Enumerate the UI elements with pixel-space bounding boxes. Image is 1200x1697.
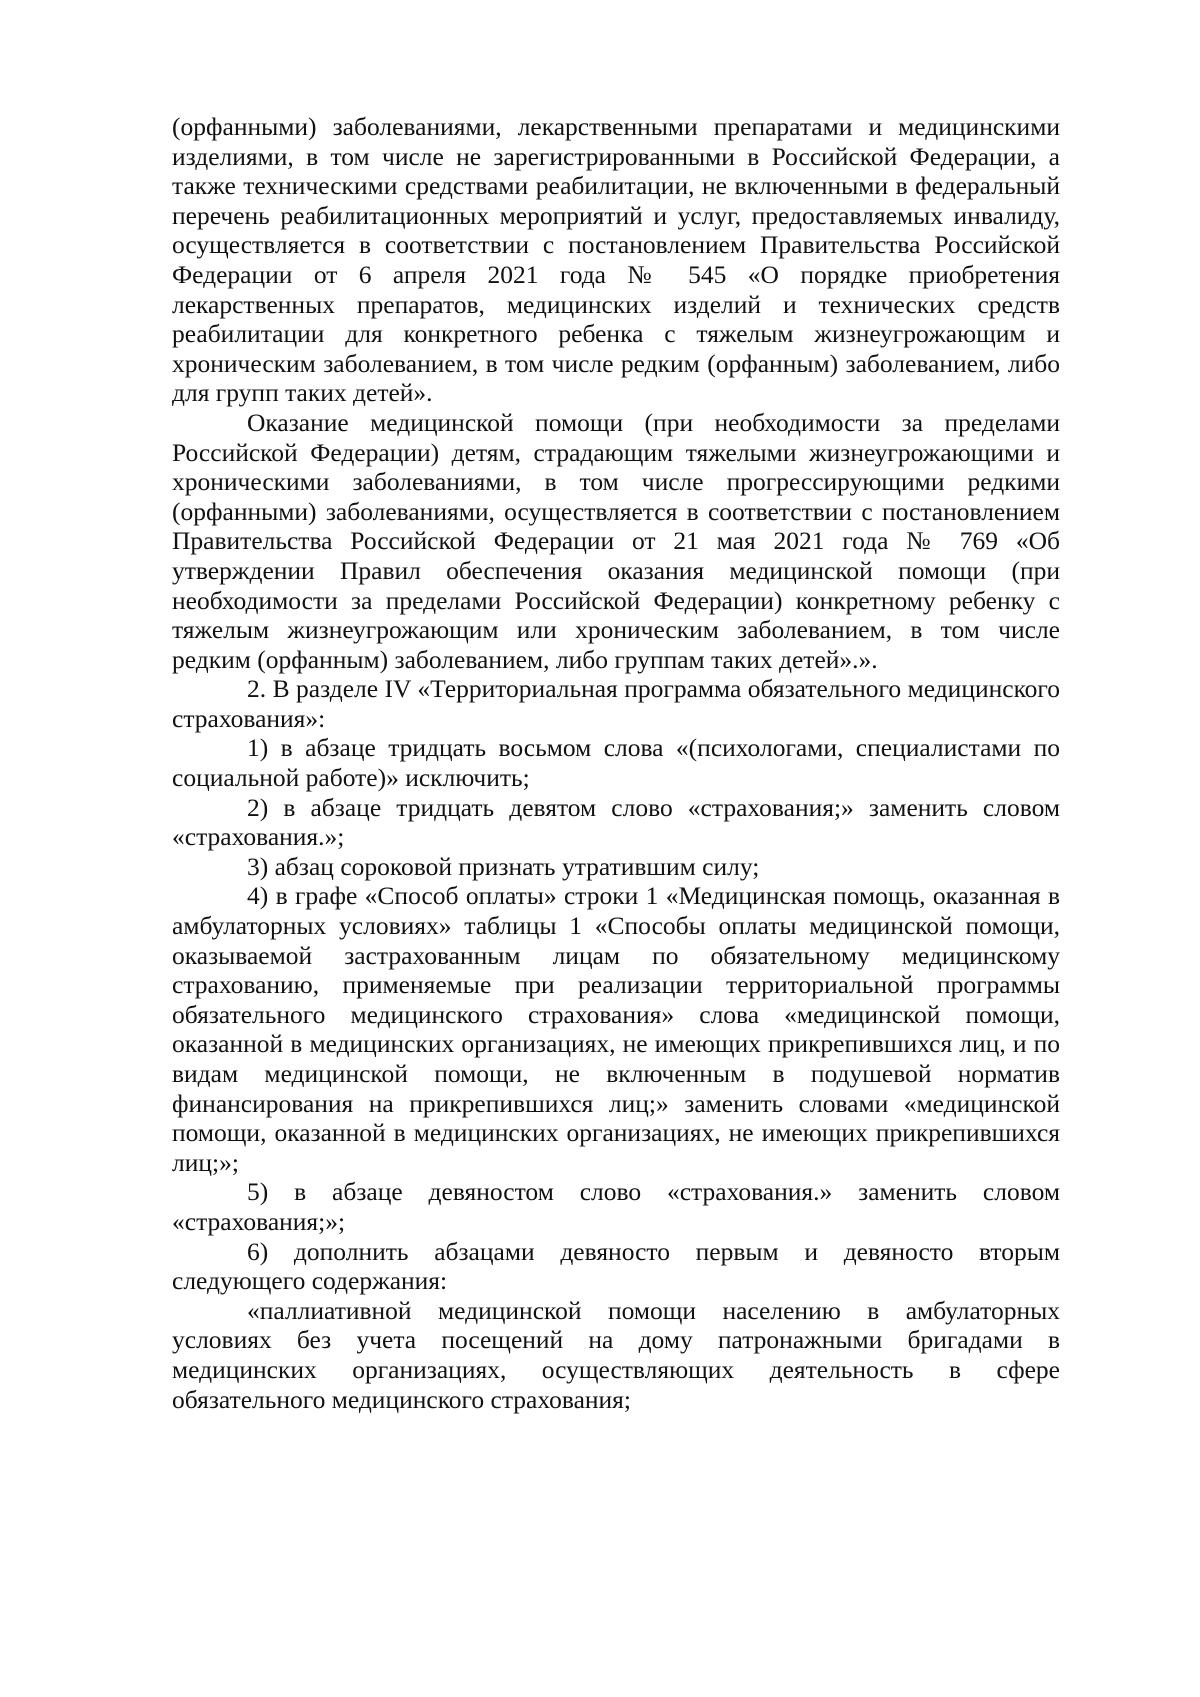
document-page [172, 112, 1060, 1414]
paragraph-8: 5) в абзаце девяностом слово «страхования.» заменить словом «страхования;»; [172, 1177, 1060, 1236]
paragraph-1: (орфанными) заболеваниями, лекарственными препаратами и медицинскими изделиями, в том числе не зарегистрированными в Российской Федерации, а также техническими средствами реабилитации, не включенными в федеральный перечень реабилитационных мероприятий и услуг, предоставляемых инвалиду, осуществляется в соответствии с постановлением Правительства Российской Федерации от 6 апреля 2021 года № 545 «О порядке приобретения лекарственных препаратов, медицинских изделий и технических средств реабилитации для конкретного ребенка с тяжелым жизнеугрожающим и хроническим заболеванием, в том числе редким (орфанным) заболеванием, либо для групп таких детей». [172, 112, 1060, 408]
paragraph-10: «паллиативной медицинской помощи населению в амбулаторных условиях без учета посещений на дому патронажными бригадами в медицинских организациях, осуществляющих деятельность в сфере обязательного медицинского страхования; [172, 1295, 1060, 1414]
paragraph-9: 6) дополнить абзацами девяносто первым и девяносто вторым следующего содержания: [172, 1236, 1060, 1296]
paragraph-5: 2) в абзаце тридцать девятом слово «страхования;» заменить словом «страхования.»; [172, 792, 1060, 852]
paragraph-2: Оказание медицинской помощи (при необходимости за пределами Российской Федерации) детям, страдающим тяжелыми жизнеугрожающими и хроническими заболеваниями, в том числе прогрессирующими редкими (орфанными) заболеваниями, осуществляется в соответствии с постановлением Правительства Российской Федерации от 21 мая 2021 года № 769 «Об утверждении Правил обеспечения оказания медицинской помощи (при необходимости за пределами Российской Федерации) конкретному ребенку с тяжелым жизнеугрожающим или хроническим заболеванием, в том числе редким (орфанным) заболеванием, либо группам таких детей».». [172, 407, 1060, 674]
paragraph-4: 1) в абзаце тридцать восьмом слова «(психологами, специалистами по социальной работе)» исключить; [172, 733, 1060, 793]
paragraph-6: 3) абзац сороковой признать утратившим силу; [247, 851, 760, 881]
paragraph-3: 2. В разделе IV «Территориальная программа обязательного медицинского страхования»: [172, 674, 1060, 733]
paragraph-7: 4) в графе «Способ оплаты» строки 1 «Медицинская помощь, оказанная в амбулаторных условиях» таблицы 1 «Способы оплаты медицинской помощи, оказываемой застрахованным лицам по обязательному медицинскому страхованию, применяемые при реализации территориальной программы обязательного медицинского страхования» слова «медицинской помощи, оказанной в медицинских организациях, не имеющих прикрепившихся лиц, и по видам медицинской помощи, не включенным в подушевой норматив финансирования на прикрепившихся лиц;» заменить словами «медицинской помощи, оказанной в медицинских организациях, не имеющих прикрепившихся лиц;»; [172, 881, 1060, 1177]
